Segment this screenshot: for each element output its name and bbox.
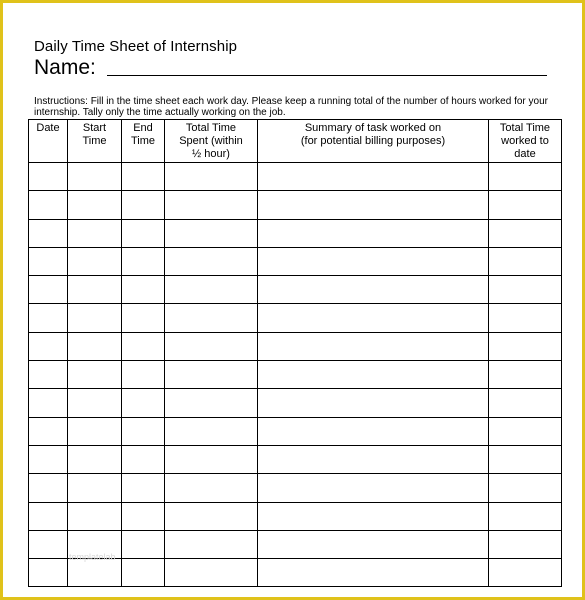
time-spent-cell[interactable] [165,530,258,558]
column-header-start-time: Start Time [68,120,122,163]
table-row [29,219,562,247]
date-cell[interactable] [29,530,68,558]
table-row [29,276,562,304]
start-time-cell[interactable] [68,445,122,473]
timesheet-table [28,119,562,587]
start-time-cell[interactable] [68,389,122,417]
date-cell[interactable] [29,332,68,360]
date-cell[interactable] [29,417,68,445]
start-time-cell[interactable] [68,361,122,389]
start-time-cell[interactable] [68,559,122,587]
column-header-end-time: End Time [122,120,165,163]
start-time-cell[interactable] [68,417,122,445]
total-to-date-cell[interactable] [489,304,562,332]
task-summary-cell[interactable] [258,191,489,219]
time-spent-cell[interactable] [165,417,258,445]
start-time-cell[interactable] [68,163,122,191]
document-title: Daily Time Sheet of Internship [34,38,238,55]
end-time-cell[interactable] [122,474,165,502]
task-summary-cell[interactable] [258,276,489,304]
time-spent-cell[interactable] [165,191,258,219]
table-row [29,163,562,191]
table-row [29,191,562,219]
watermark: templatelab [69,552,116,562]
total-to-date-cell[interactable] [489,530,562,558]
total-to-date-cell[interactable] [489,389,562,417]
time-spent-cell[interactable] [165,304,258,332]
total-to-date-cell[interactable] [489,502,562,530]
table-row [29,445,562,473]
end-time-cell[interactable] [122,361,165,389]
table-row [29,559,562,587]
date-cell[interactable] [29,474,68,502]
time-spent-cell[interactable] [165,247,258,275]
end-time-cell[interactable] [122,445,165,473]
start-time-cell[interactable] [68,474,122,502]
task-summary-cell[interactable] [258,389,489,417]
date-cell[interactable] [29,191,68,219]
total-to-date-cell[interactable] [489,417,562,445]
task-summary-cell[interactable] [258,304,489,332]
end-time-cell[interactable] [122,559,165,587]
end-time-cell[interactable] [122,247,165,275]
date-cell[interactable] [29,445,68,473]
time-spent-cell[interactable] [165,389,258,417]
table-row [29,417,562,445]
date-cell[interactable] [29,247,68,275]
start-time-cell[interactable] [68,332,122,360]
task-summary-cell[interactable] [258,163,489,191]
task-summary-cell[interactable] [258,530,489,558]
table-header-row [29,120,562,163]
table-row [29,304,562,332]
table-row [29,502,562,530]
time-spent-cell[interactable] [165,219,258,247]
end-time-cell[interactable] [122,417,165,445]
end-time-cell[interactable] [122,304,165,332]
end-time-cell[interactable] [122,191,165,219]
start-time-cell[interactable] [68,502,122,530]
start-time-cell[interactable] [68,247,122,275]
task-summary-cell[interactable] [258,445,489,473]
task-summary-cell[interactable] [258,361,489,389]
date-cell[interactable] [29,361,68,389]
name-row [34,56,547,80]
table-row [29,389,562,417]
end-time-cell[interactable] [122,502,165,530]
total-to-date-cell[interactable] [489,332,562,360]
name-input-line[interactable] [107,75,547,76]
date-cell[interactable] [29,559,68,587]
time-spent-cell[interactable] [165,163,258,191]
name-label: Name: [34,56,96,79]
time-spent-cell[interactable] [165,361,258,389]
table-row [29,474,562,502]
column-header-task-summary: Summary of task worked on (for potential billing purposes) [258,120,489,163]
total-to-date-cell[interactable] [489,191,562,219]
column-header-total-time-spent: Total Time Spent (within ½ hour) [165,120,258,163]
column-header-total-time-to-date: Total Time worked to date [489,120,562,163]
instructions-text: Instructions: Fill in the time sheet each work day. Please keep a running total of the number of hours worked for your internship. Tally only the time actually working on the job. [34,96,548,118]
end-time-cell[interactable] [122,219,165,247]
time-spent-cell[interactable] [165,502,258,530]
date-cell[interactable] [29,502,68,530]
time-spent-cell[interactable] [165,474,258,502]
date-cell[interactable] [29,163,68,191]
task-summary-cell[interactable] [258,219,489,247]
table-row [29,332,562,360]
task-summary-cell[interactable] [258,332,489,360]
table-row [29,361,562,389]
total-to-date-cell[interactable] [489,559,562,587]
end-time-cell[interactable] [122,163,165,191]
time-spent-cell[interactable] [165,332,258,360]
total-to-date-cell[interactable] [489,163,562,191]
column-header-date: Date [29,120,68,163]
task-summary-cell[interactable] [258,247,489,275]
end-time-cell[interactable] [122,332,165,360]
time-spent-cell[interactable] [165,445,258,473]
total-to-date-cell[interactable] [489,445,562,473]
table-row [29,247,562,275]
end-time-cell[interactable] [122,276,165,304]
start-time-cell[interactable] [68,304,122,332]
total-to-date-cell[interactable] [489,219,562,247]
date-cell[interactable] [29,304,68,332]
total-to-date-cell[interactable] [489,474,562,502]
task-summary-cell[interactable] [258,474,489,502]
end-time-cell[interactable] [122,530,165,558]
total-to-date-cell[interactable] [489,276,562,304]
date-cell[interactable] [29,219,68,247]
total-to-date-cell[interactable] [489,361,562,389]
date-cell[interactable] [29,389,68,417]
task-summary-cell[interactable] [258,502,489,530]
end-time-cell[interactable] [122,389,165,417]
start-time-cell[interactable] [68,219,122,247]
task-summary-cell[interactable] [258,559,489,587]
start-time-cell[interactable] [68,191,122,219]
time-spent-cell[interactable] [165,559,258,587]
total-to-date-cell[interactable] [489,247,562,275]
task-summary-cell[interactable] [258,417,489,445]
date-cell[interactable] [29,276,68,304]
table-body [29,163,562,587]
start-time-cell[interactable] [68,276,122,304]
time-spent-cell[interactable] [165,276,258,304]
